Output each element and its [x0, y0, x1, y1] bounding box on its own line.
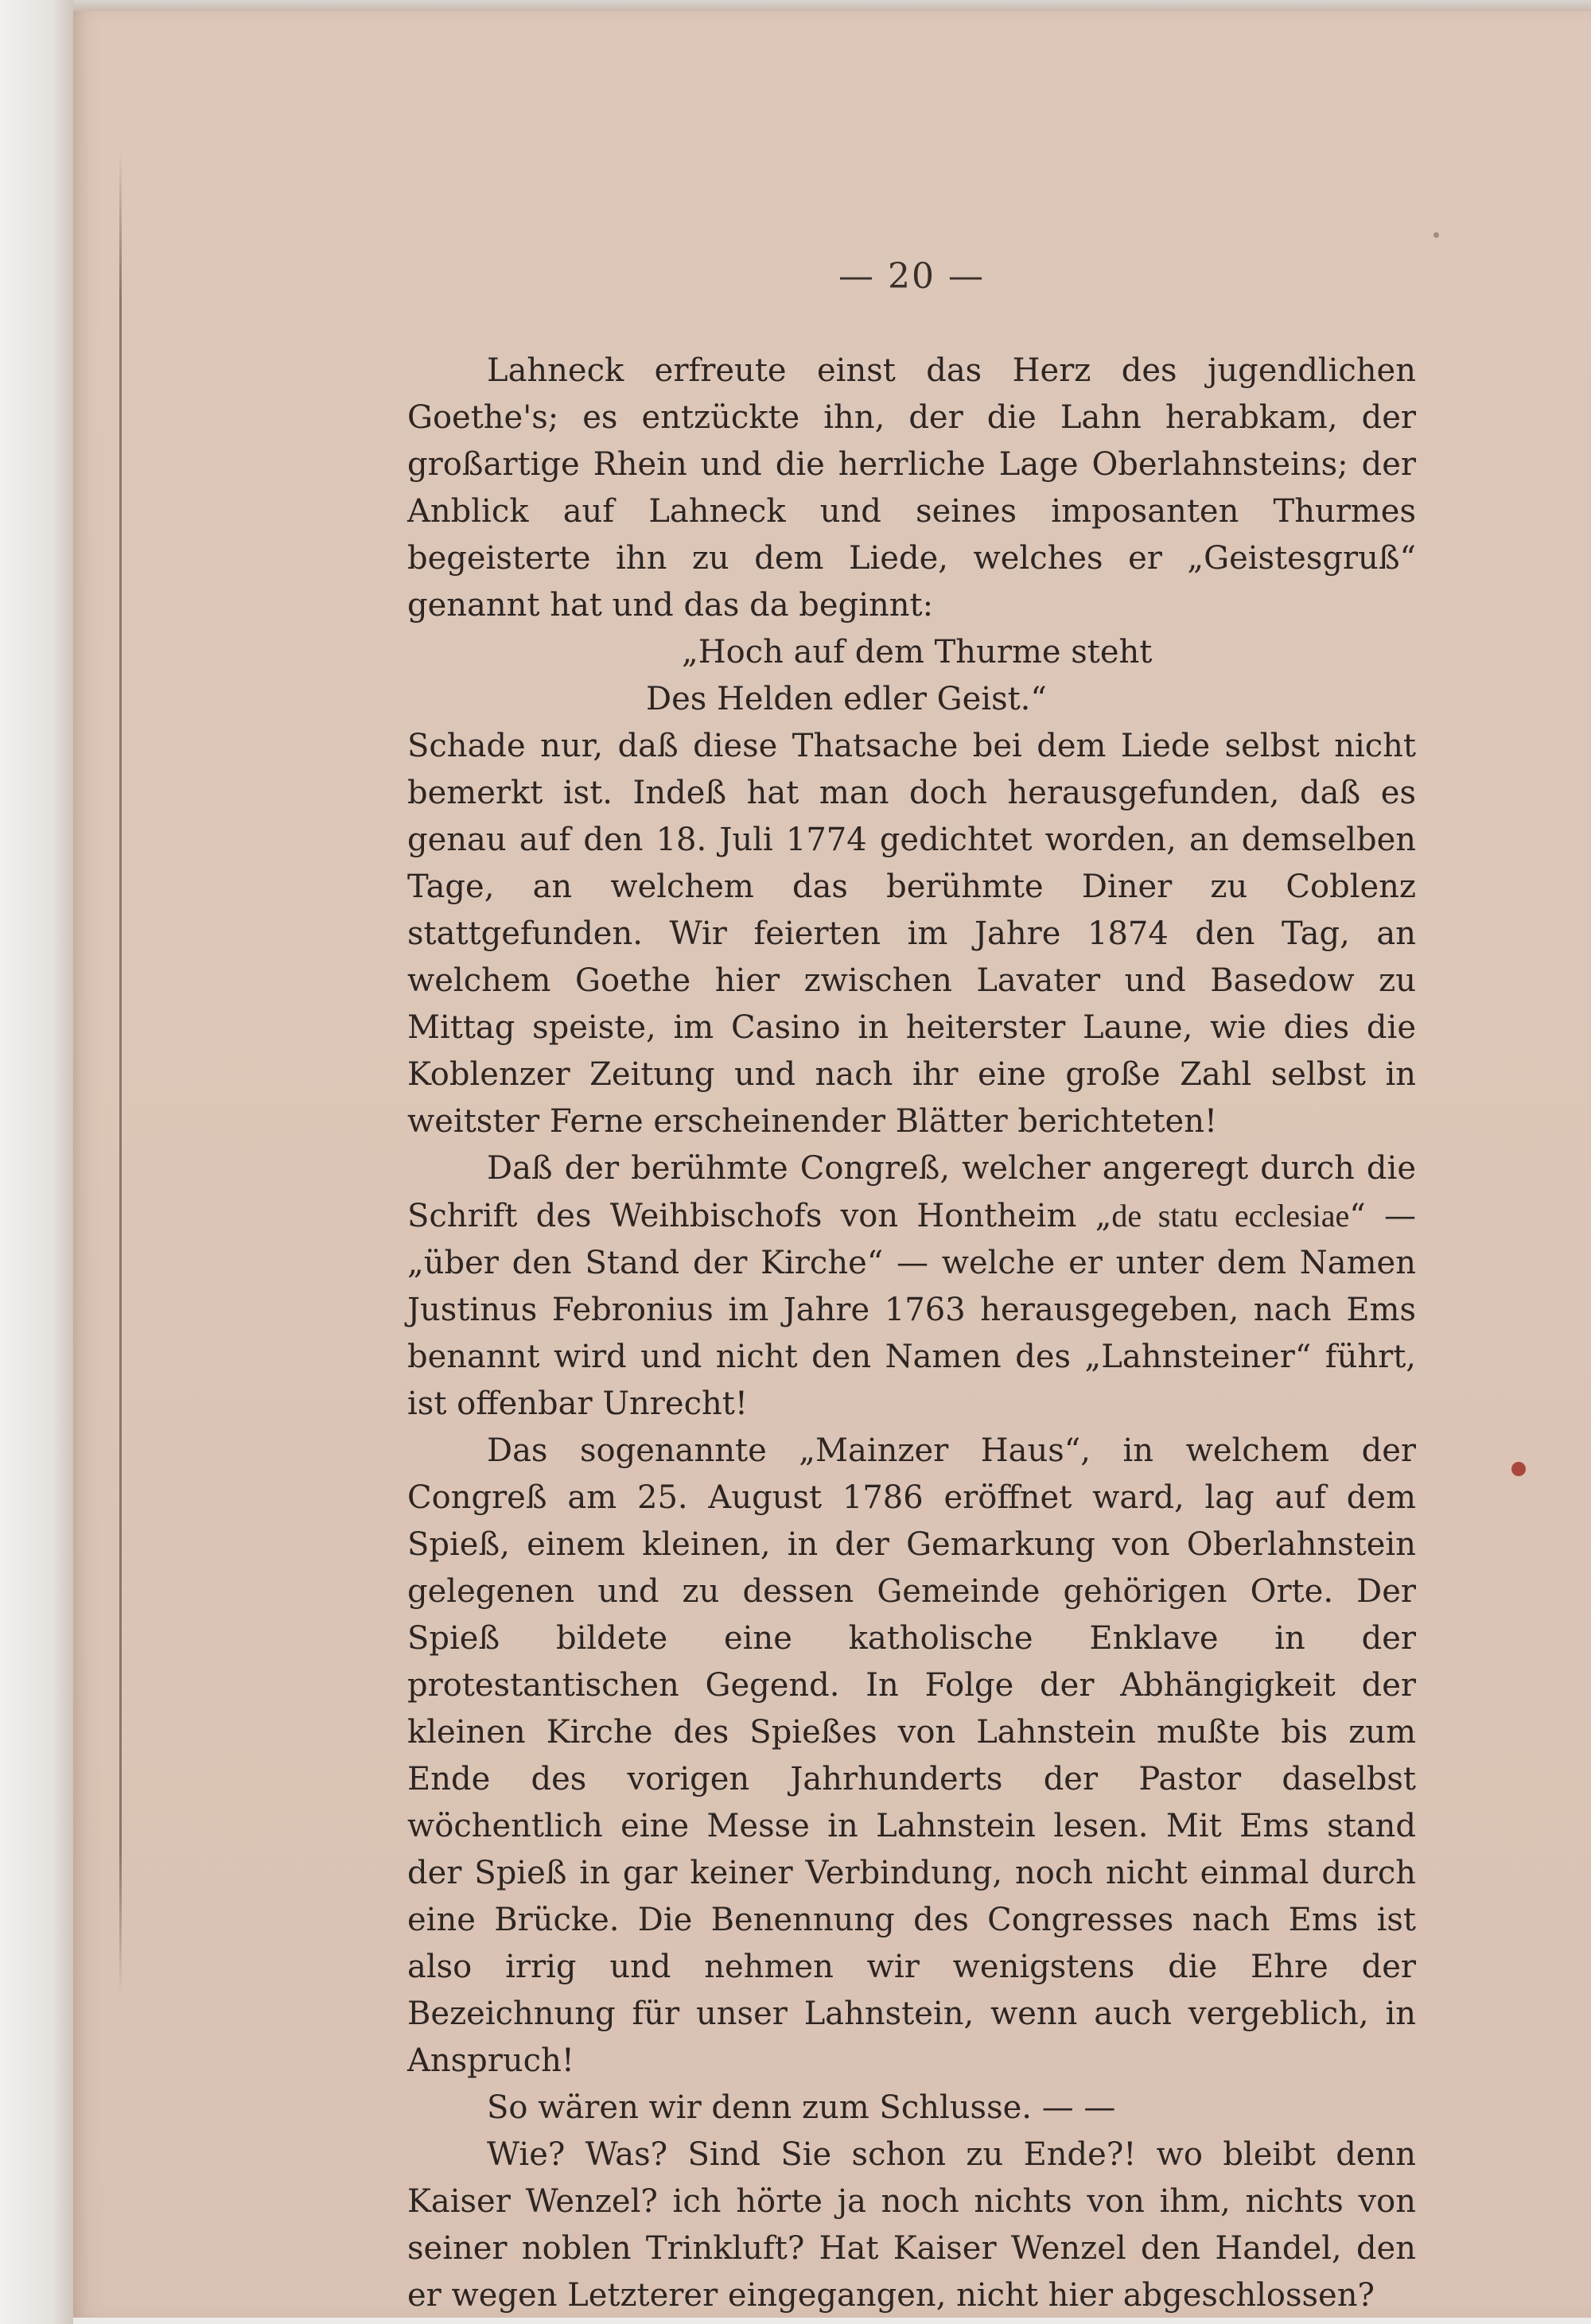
paper-stain-dot: [1511, 1462, 1526, 1476]
paragraph-diner: Schade nur, daß diese Thatsache bei dem Liede selbst nicht bemerkt ist. Indeß hat man doch herausgefunden, daß es genau auf den 18. Juli 1774 gedichtet worden, an demselben Tage, an welchem das berühmte Diner zu Coblenz stattgefunden. Wir feierten im Jahre 1874 den Tag, an welchem Goethe hier zwischen Lavater und Basedow zu Mittag speiste, im Casino in heiterster Laune, wie dies die Koblenzer Zeitung und nach ihr eine große Zahl selbst in weitster Ferne erscheinender Blätter berichteten!: [407, 728, 1416, 1140]
paragraph-mainzer-haus: Das sogenannte „Mainzer Haus“, in welchem der Congreß am 25. August 1786 eröffnet ward, lag auf dem Spieß, einem kleinen, in der Gemarkung von Oberlahnstein gelegenen und zu dessen Gemeinde gehörigen Orte. Der Spieß bildete eine katholische Enklave in der protestantischen Gegend. In Folge der Abhängigkeit der kleinen Kirche des Spießes von Lahnstein mußte bis zum Ende des vorigen Jahrhunderts der Pastor daselbst wöchentlich eine Messe in Lahnstein lesen. Mit Ems stand der Spieß in gar keiner Verbindung, noch nicht einmal durch eine Brücke. Die Benennung des Congresses nach Ems ist also irrig und nehmen wir wenigstens die Ehre der Bezeichnung für unser Lahnstein, wenn auch vergeblich, in Anspruch!: [407, 1432, 1416, 2079]
paragraph-congress-part-1: Daß der berühmte Congreß, welcher angeregt durch die Schrift des Weihbischofs von Hontheim „: [407, 1150, 1416, 1234]
latin-title: de statu ecclesiae: [1111, 1198, 1350, 1234]
paragraph-kaiser-wenzel: Wie? Was? Sind Sie schon zu Ende?! wo bleibt denn Kaiser Wenzel? ich hörte ja noch nichts von ihm, nichts von seiner noblen Trinkluft? Hat Kaiser Wenzel den Handel, den er wegen Letzterer eingegangen, nicht hier abgeschlossen?: [407, 2136, 1416, 2314]
paragraph-congress: [407, 1145, 1416, 1428]
paragraph-conclusion: So wären wir denn zum Schlusse. — —: [487, 2089, 1116, 2126]
scan-background: [0, 0, 73, 2324]
page-gutter-line: [119, 151, 122, 1996]
poem-line-2: Des Helden edler Geist.“: [646, 681, 1047, 717]
paper-speck: [1433, 232, 1439, 238]
poem-line-1: „Hoch auf dem Thurme steht: [682, 634, 1153, 670]
paragraph-lahneck: Lahneck erfreute einst das Herz des jugendlichen Goethe's; es entzückte ihn, der die Lahn herabkam, der großartige Rhein und die herrliche Lage Oberlahnsteins; der Anblick auf Lahneck und seines imposanten Thurmes begeisterte ihn zu dem Liede, welches er „Geistesgruß“ genannt hat und das da beginnt:: [407, 352, 1416, 624]
page-number: — 20 —: [838, 256, 985, 297]
paragraph-congress-part-2: “ — „über den Stand der Kirche“ — welche er unter dem Namen Justinus Febronius im Jahre 1763 herausgegeben, nach Ems benannt wird und nicht den Namen des „Lahnsteiner“ führt, ist offenbar Unrecht!: [407, 1198, 1416, 1422]
page-text: [407, 253, 1416, 2319]
